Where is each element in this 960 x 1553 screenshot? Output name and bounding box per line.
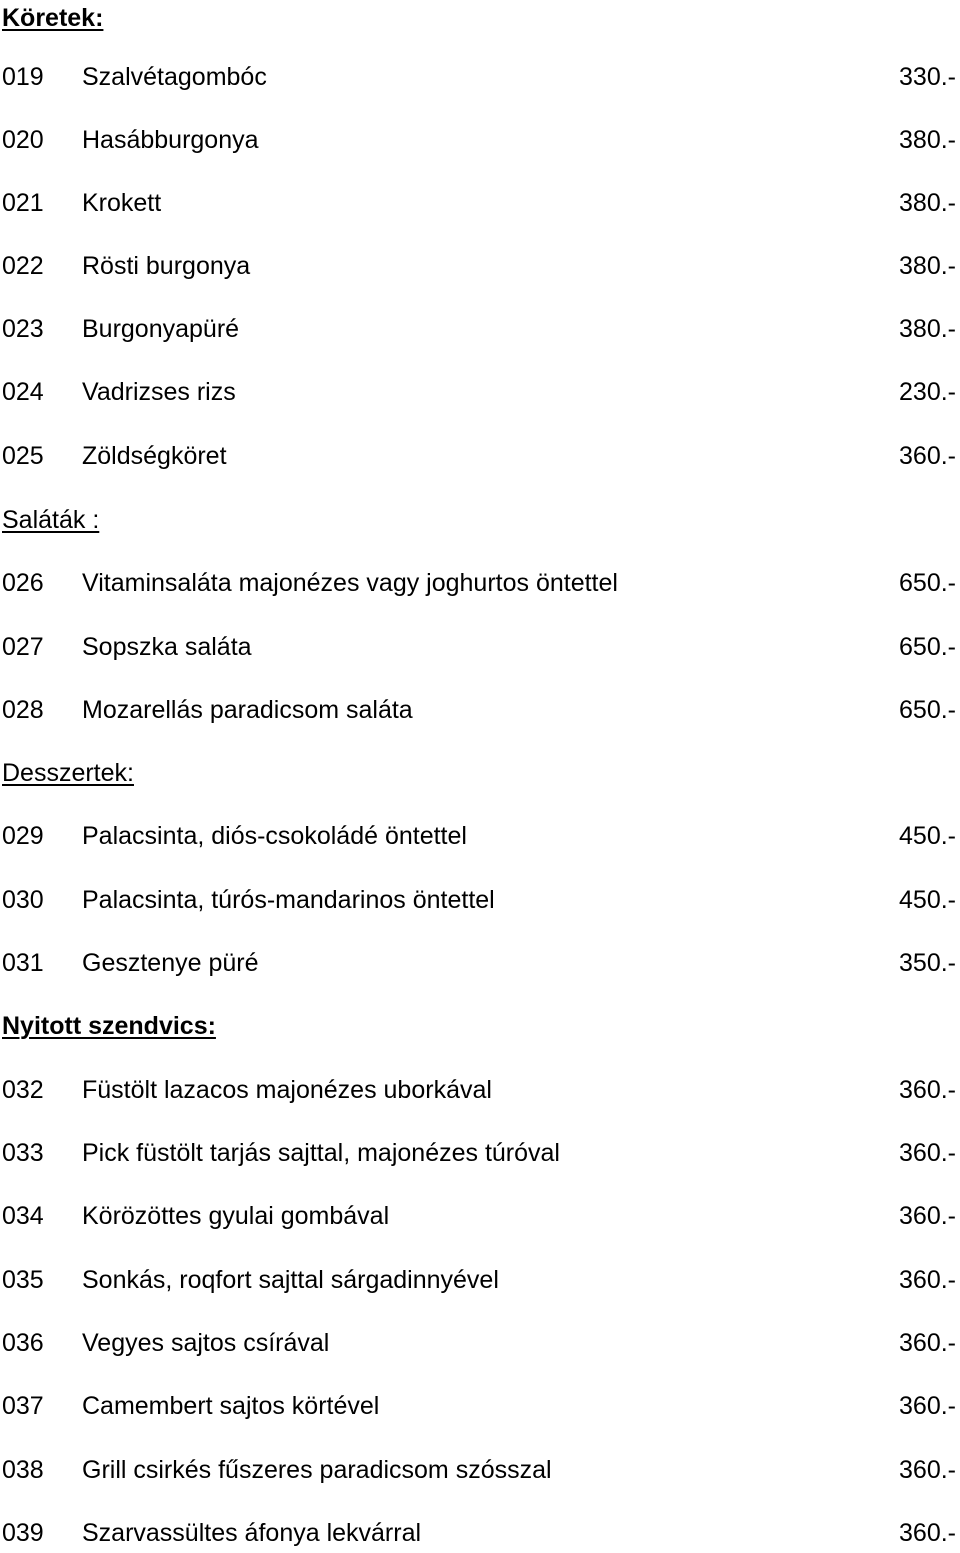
item-code: 019 <box>2 63 44 91</box>
item-price: 360.- <box>899 1076 956 1104</box>
item-price: 450.- <box>899 822 956 850</box>
item-name: Palacsinta, túrós-mandarinos öntettel <box>82 886 495 914</box>
item-price: 380.- <box>899 189 956 217</box>
item-code: 035 <box>2 1266 44 1294</box>
item-name: Hasábburgonya <box>82 126 259 154</box>
item-code: 039 <box>2 1519 44 1547</box>
item-name: Pick füstölt tarjás sajttal, majonézes túróval <box>82 1139 560 1167</box>
item-price: 650.- <box>899 696 956 724</box>
menu-item <box>0 816 960 856</box>
item-code: 030 <box>2 886 44 914</box>
section-heading-desszertek: Desszertek: <box>2 759 134 787</box>
item-name: Sonkás, roqfort sajttal sárgadinnyével <box>82 1266 499 1294</box>
menu-item <box>0 372 960 412</box>
menu-item <box>0 690 960 730</box>
item-price: 230.- <box>899 378 956 406</box>
item-name: Szalvétagombóc <box>82 63 267 91</box>
item-code: 033 <box>2 1139 44 1167</box>
item-code: 023 <box>2 315 44 343</box>
item-name: Vegyes sajtos csírával <box>82 1329 330 1357</box>
item-code: 027 <box>2 633 44 661</box>
item-name: Mozarellás paradicsom saláta <box>82 696 413 724</box>
item-code: 038 <box>2 1456 44 1484</box>
item-name: Körözöttes gyulai gombával <box>82 1202 390 1230</box>
item-name: Zöldségköret <box>82 442 227 470</box>
item-code: 029 <box>2 822 44 850</box>
item-name: Krokett <box>82 189 162 217</box>
item-name: Gesztenye püré <box>82 949 259 977</box>
item-code: 037 <box>2 1392 44 1420</box>
menu-item <box>0 1386 960 1426</box>
item-price: 650.- <box>899 569 956 597</box>
item-code: 031 <box>2 949 44 977</box>
menu-item <box>0 436 960 476</box>
item-price: 360.- <box>899 1266 956 1294</box>
menu-item <box>0 563 960 603</box>
item-code: 021 <box>2 189 44 217</box>
item-price: 360.- <box>899 1139 956 1167</box>
item-name: Grill csirkés fűszeres paradicsom szósszal <box>82 1456 552 1484</box>
item-price: 380.- <box>899 315 956 343</box>
section-heading-koretek: Köretek: <box>2 4 104 32</box>
item-price: 360.- <box>899 1519 956 1547</box>
item-name: Vadrizses rizs <box>82 378 236 406</box>
item-price: 360.- <box>899 1329 956 1357</box>
menu-item <box>0 943 960 983</box>
item-price: 380.- <box>899 252 956 280</box>
item-code: 024 <box>2 378 44 406</box>
item-name: Sopszka saláta <box>82 633 252 661</box>
section-heading-salatak: Saláták : <box>2 506 100 534</box>
item-name: Szarvassültes áfonya lekvárral <box>82 1519 422 1547</box>
menu-item <box>0 1196 960 1236</box>
menu-item <box>0 627 960 667</box>
item-price: 450.- <box>899 886 956 914</box>
item-price: 350.- <box>899 949 956 977</box>
menu-item <box>0 57 960 97</box>
menu-item <box>0 1070 960 1110</box>
item-code: 034 <box>2 1202 44 1230</box>
item-code: 025 <box>2 442 44 470</box>
menu-item <box>0 120 960 160</box>
menu-item <box>0 246 960 286</box>
item-name: Füstölt lazacos majonézes uborkával <box>82 1076 492 1104</box>
item-price: 360.- <box>899 1202 956 1230</box>
menu-item <box>0 1513 960 1553</box>
menu-item <box>0 1133 960 1173</box>
item-code: 028 <box>2 696 44 724</box>
item-code: 026 <box>2 569 44 597</box>
item-code: 020 <box>2 126 44 154</box>
item-price: 360.- <box>899 442 956 470</box>
item-price: 360.- <box>899 1456 956 1484</box>
item-name: Vitaminsaláta majonézes vagy joghurtos öntettel <box>82 569 618 597</box>
menu-item <box>0 1323 960 1363</box>
item-name: Rösti burgonya <box>82 252 251 280</box>
item-price: 380.- <box>899 126 956 154</box>
item-code: 032 <box>2 1076 44 1104</box>
item-price: 360.- <box>899 1392 956 1420</box>
item-code: 022 <box>2 252 44 280</box>
item-name: Burgonyapüré <box>82 315 240 343</box>
menu-item <box>0 309 960 349</box>
menu-item <box>0 1450 960 1490</box>
item-name: Camembert sajtos körtével <box>82 1392 380 1420</box>
section-heading-nyitott-szendvics: Nyitott szendvics: <box>2 1012 216 1040</box>
menu-item <box>0 1260 960 1300</box>
item-price: 330.- <box>899 63 956 91</box>
item-price: 650.- <box>899 633 956 661</box>
item-name: Palacsinta, diós-csokoládé öntettel <box>82 822 467 850</box>
menu-item <box>0 183 960 223</box>
menu-item <box>0 880 960 920</box>
item-code: 036 <box>2 1329 44 1357</box>
